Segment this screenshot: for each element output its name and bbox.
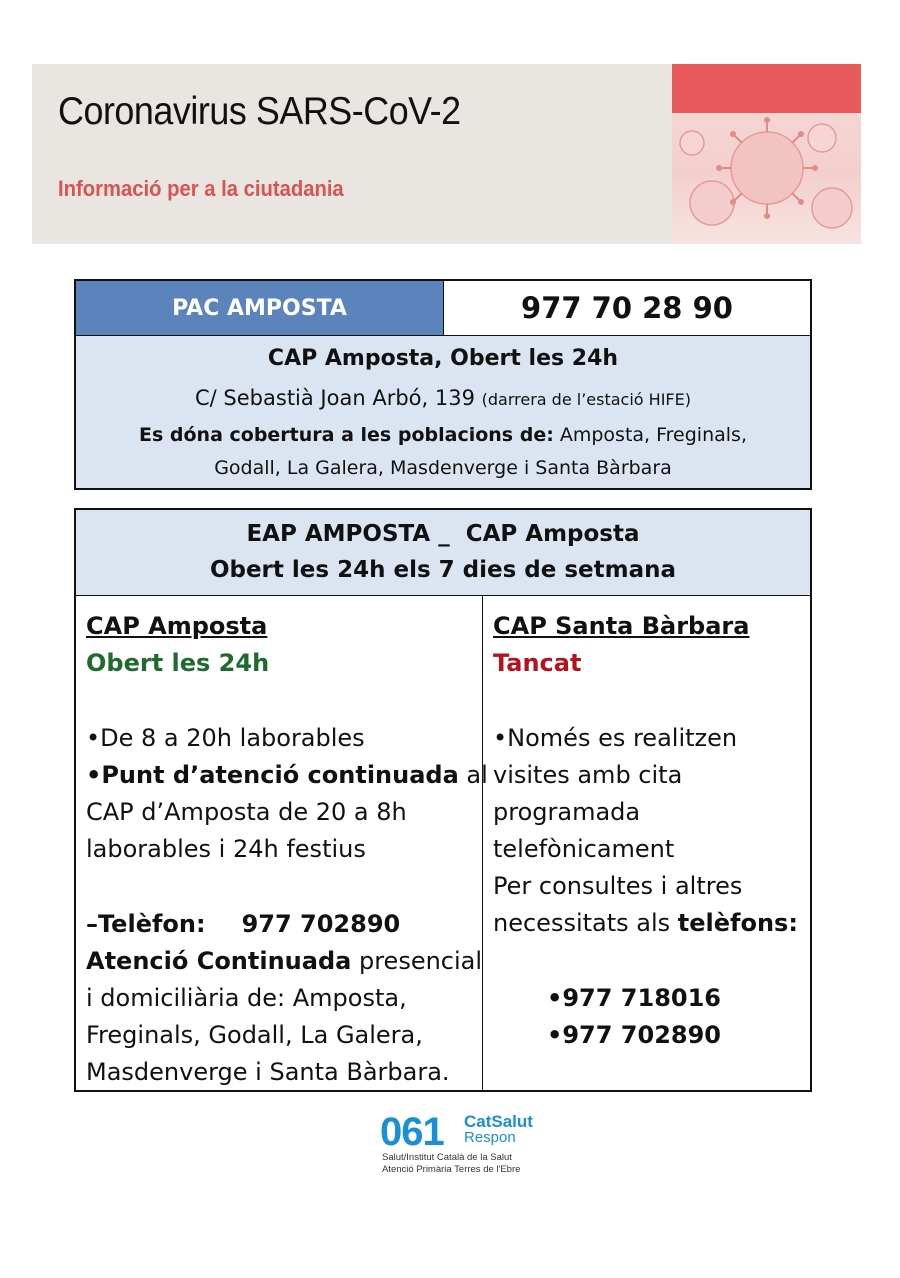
pac-label: PAC AMPOSTA — [76, 281, 444, 336]
logo-department: Atenció Primària Terres de l'Ebre — [382, 1164, 521, 1175]
pac-address — [76, 386, 810, 410]
sb-phone-2: •977 702890 — [547, 1021, 721, 1049]
eap-heading-1: EAP AMPOSTA _ CAP Amposta — [246, 521, 640, 547]
atencio-continuada-rest: presencial — [351, 947, 483, 975]
cap-amposta-column — [76, 596, 488, 1090]
sb-phone-1: •977 718016 — [547, 984, 721, 1012]
atencio-line2: i domiciliària de: Amposta, — [86, 984, 407, 1012]
sb-line1: •Només es realitzen — [493, 724, 738, 752]
logo-061: 061 — [380, 1110, 444, 1154]
sb-line3: programada — [493, 798, 641, 826]
cap-santa-barbara-column — [483, 596, 810, 1090]
cap-amposta-hours: •De 8 a 20h laborables — [86, 724, 365, 752]
eap-table — [74, 508, 812, 1092]
continuada-line3: laborables i 24h festius — [86, 835, 366, 863]
atencio-continuada-label: Atenció Continuada — [86, 947, 352, 975]
continuada-label: •Punt d’atenció continuada — [86, 761, 459, 789]
banner-title: Coronavirus SARS-CoV-2 — [58, 90, 461, 133]
pac-coverage-line2: Godall, La Galera, Masdenverge i Santa Bàrbara — [214, 457, 672, 479]
sb-line6-bold: telèfons: — [677, 909, 798, 937]
pac-coverage-line1: Amposta, Freginals, — [559, 424, 747, 446]
pac-coverage-label: Es dóna cobertura a les poblacions de: — [138, 424, 554, 446]
atencio-line4: Masdenverge i Santa Bàrbara. — [86, 1058, 450, 1086]
pac-address-note: (darrera de l’estació HIFE) — [481, 390, 691, 409]
sb-line5: Per consultes i altres — [493, 872, 743, 900]
banner-subtitle: Informació per a la ciutadania — [58, 176, 344, 201]
eap-header — [76, 510, 810, 596]
logo-catsalut: CatSalut — [464, 1112, 533, 1131]
virus-image — [672, 64, 861, 244]
header-banner — [32, 64, 861, 244]
cap-amposta-name: CAP Amposta — [86, 612, 268, 640]
logo-respon: Respon — [464, 1129, 516, 1146]
phone-label: –Telèfon: — [86, 910, 206, 938]
continuada-rest: al — [458, 761, 488, 789]
pac-details — [76, 336, 810, 488]
sb-line6-pre: necessitats als — [493, 909, 678, 937]
pac-coverage — [76, 424, 810, 446]
sb-line4: telefònicament — [493, 835, 675, 863]
pac-table — [74, 279, 812, 490]
cap-amposta-phone-row — [86, 906, 400, 943]
pac-address-street: C/ Sebastià Joan Arbó, 139 — [195, 386, 475, 410]
eap-heading-2: Obert les 24h els 7 dies de setmana — [209, 557, 677, 583]
cap-santa-barbara-name: CAP Santa Bàrbara — [493, 612, 750, 640]
banner-red-bar — [672, 64, 861, 113]
catsalut-logo — [380, 1110, 560, 1180]
pac-title: CAP Amposta, Obert les 24h — [267, 346, 619, 371]
cap-amposta-continuada — [86, 757, 488, 794]
pac-phone: 977 70 28 90 — [444, 281, 810, 336]
logo-institution: Salut/Institut Català de la Salut — [382, 1152, 512, 1163]
cap-santa-barbara-status: Tancat — [493, 649, 582, 677]
sb-line2: visites amb cita — [493, 761, 683, 789]
atencio-line3: Freginals, Godall, La Galera, — [86, 1021, 423, 1049]
virus-icon — [672, 113, 861, 244]
continuada-line2: CAP d’Amposta de 20 a 8h — [86, 798, 407, 826]
sb-line6 — [493, 905, 798, 942]
atencio-continuada — [86, 943, 482, 980]
cap-amposta-phone: 977 702890 — [241, 910, 401, 938]
cap-amposta-status: Obert les 24h — [86, 649, 270, 677]
